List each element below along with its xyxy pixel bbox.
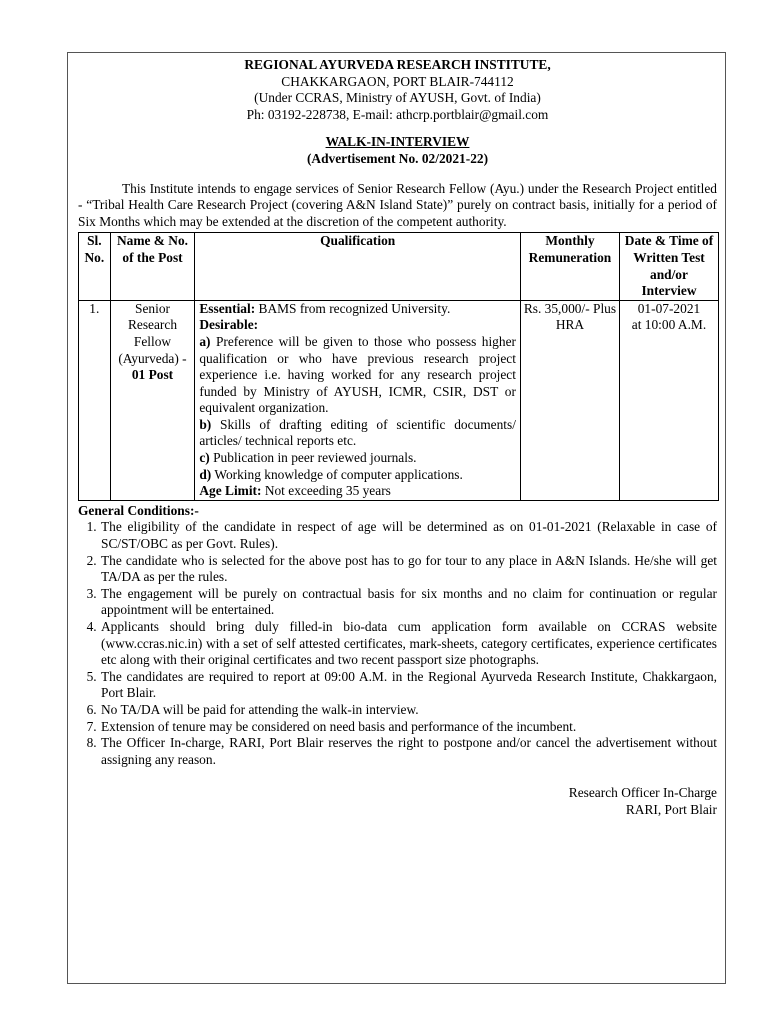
- essential-label: Essential:: [199, 300, 256, 316]
- item-b-text: Skills of drafting editing of scientific documents/ articles/ technical reports etc.: [199, 416, 516, 449]
- item-c-label: c): [199, 450, 210, 466]
- desirable-a: [199, 334, 516, 417]
- item-c-text: Publication in peer reviewed journals.: [209, 450, 417, 466]
- item-b-label: b): [199, 416, 212, 432]
- item-a-text: Preference will be given to those who possess higher qualification or who have previous research project experience i.e. having worked for any research project funded by Ministry of AYUSH, ICMR, CSIR, DST or equivalent organization.: [199, 333, 516, 416]
- desirable-d: [199, 467, 516, 484]
- table-header-row: [79, 233, 719, 300]
- desirable-label: Desirable:: [199, 317, 259, 333]
- advertisement-number: (Advertisement No. 02/2021-22): [306, 150, 489, 166]
- cell-remuneration: Rs. 35,000/- Plus HRA: [520, 300, 619, 500]
- cell-date-time: [619, 300, 718, 500]
- cell-qualification: [195, 300, 521, 500]
- list-item: 6. No TA/DA will be paid for attending the walk-in interview.: [100, 702, 717, 719]
- notice-title: WALK-IN-INTERVIEW: [325, 134, 470, 150]
- age-limit-label: Age Limit:: [199, 483, 262, 499]
- header-date-time: Date & Time of Written Test and/or Interview: [619, 233, 718, 300]
- institute-address: CHAKKARGAON, PORT BLAIR-744112: [281, 73, 514, 89]
- institute-contact: Ph: 03192-228738, E-mail: athcrp.portblair@gmail.com: [246, 106, 549, 122]
- header-post-name: Name & No. of the Post: [110, 233, 195, 300]
- item-d-text: Working knowledge of computer applications.: [211, 466, 463, 482]
- desirable-c: [199, 450, 516, 467]
- table-row: [79, 300, 719, 500]
- header-qualification: Qualification: [195, 233, 521, 300]
- cell-sl-no: 1.: [79, 300, 111, 500]
- cell-post-name: [110, 300, 195, 500]
- conditions-list: [78, 519, 717, 768]
- post-name-text: Senior Research Fellow (Ayurveda) -: [118, 300, 187, 366]
- list-item: 4. Applicants should bring duly filled-in bio-data cum application form available on CCRAS website (www.ccras.nic.in) with a set of self attested certificates, mark-sheets, category certificates, experience certificates etc along with their original certificates and two recent passport size photographs.: [100, 619, 717, 669]
- institute-affiliation: (Under CCRAS, Ministry of AYUSH, Govt. of India): [254, 90, 541, 106]
- intro-paragraph: This Institute intends to engage services of Senior Research Fellow (Ayu.) under the Research Project entitled - “Tribal Health Care Research Project (covering A&N Island State)” purely on contract basis, initially for a period of Six Months which may be extended at the discretion of the competent authority.: [78, 180, 717, 229]
- list-item: 7. Extension of tenure may be considered on need basis and performance of the incumbent.: [100, 719, 717, 736]
- header-remuneration: Monthly Remuneration: [520, 233, 619, 300]
- list-item: 2. The candidate who is selected for the above post has to go for tour to any place in A&N Islands. He/she will get TA/DA as per the rules.: [100, 553, 717, 586]
- age-limit-line: [199, 483, 516, 500]
- interview-time: at 10:00 A.M.: [631, 317, 707, 333]
- signatory-office: RARI, Port Blair: [625, 801, 717, 817]
- list-item: 3. The engagement will be purely on contractual basis for six months and no claim for continuation or regular appointment will be entertained.: [100, 586, 717, 619]
- interview-date: 01-07-2021: [637, 300, 701, 316]
- conditions-title: General Conditions:-: [78, 502, 199, 518]
- signatory-title: Research Officer In-Charge: [568, 785, 717, 801]
- document-body: [78, 57, 717, 819]
- institute-name: REGIONAL AYURVEDA RESEARCH INSTITUTE,: [244, 57, 551, 72]
- item-d-label: d): [199, 466, 212, 482]
- list-item: 8. The Officer In-charge, RARI, Port Blair reserves the right to postpone and/or cancel the advertisement without assigning any reason.: [100, 735, 717, 768]
- post-count: 01 Post: [131, 367, 174, 383]
- desirable-b: [199, 417, 516, 450]
- essential-line: [199, 301, 516, 318]
- list-item: 1. The eligibility of the candidate in respect of age will be determined as on 01-01-2021 (Relaxable in case of SC/ST/OBC as per Govt. Rules).: [100, 519, 717, 552]
- signature-block: [78, 785, 717, 818]
- item-a-label: a): [199, 333, 211, 349]
- vacancy-table: [78, 232, 719, 501]
- list-item: 5. The candidates are required to report at 09:00 A.M. in the Regional Ayurveda Research Institute, Chakkargaon, Port Blair.: [100, 669, 717, 702]
- header-sl-no: Sl. No.: [79, 233, 111, 300]
- essential-text: BAMS from recognized University.: [255, 300, 451, 316]
- age-limit-text: Not exceeding 35 years: [261, 483, 391, 499]
